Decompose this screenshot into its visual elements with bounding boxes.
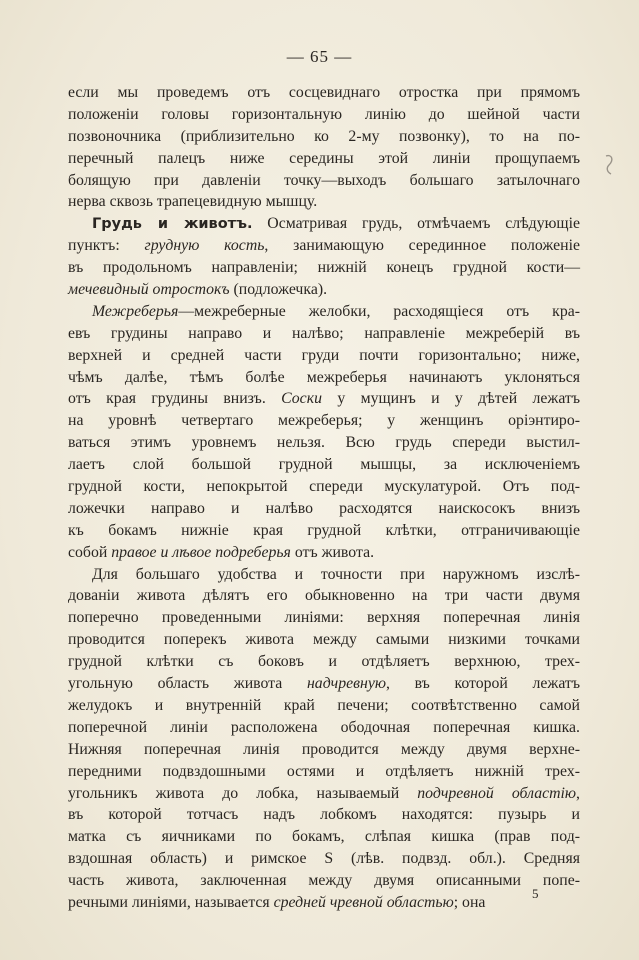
text-line <box>68 673 580 695</box>
text-run: часть живота, заключенная между двумя описанными попе- <box>68 872 580 890</box>
text-line <box>68 410 580 432</box>
text-run: грудной клѣтки съ боковъ и отдѣляетъ верхнюю, трех- <box>68 653 580 671</box>
text-run: угольную область живота <box>68 675 307 693</box>
text-line <box>68 345 580 367</box>
text-line <box>68 388 580 410</box>
text-run: Для большаго удобства и точности при наружномъ изслѣ- <box>92 565 580 583</box>
text-line <box>68 148 580 170</box>
text-run: собой <box>68 543 112 561</box>
signature-mark: 5 <box>532 886 539 901</box>
text-line <box>68 629 580 651</box>
emphasized-term: мечевидный отростокъ <box>68 281 230 299</box>
text-line <box>68 695 580 717</box>
text-line <box>68 279 580 301</box>
text-line <box>68 498 580 520</box>
text-run: грудной кости, непокрытой спереди мускулатурой. Отъ под- <box>68 478 580 496</box>
text-run: отъ живота. <box>290 543 375 561</box>
text-run: евъ грудины направо и налѣво; направленіе межреберій въ <box>68 324 580 342</box>
text-line <box>68 826 580 848</box>
text-run: ваться этимъ уровнемъ нельзя. Всю грудь спереди выстил- <box>68 434 580 452</box>
emphasized-term: подчревной областію <box>417 784 577 802</box>
text-line <box>68 432 580 454</box>
text-line <box>68 367 580 389</box>
text-run: позвоночника (приблизительно ко 2-му позвонку), то на по- <box>68 127 580 145</box>
text-line <box>68 783 580 805</box>
text-line <box>68 804 580 826</box>
text-line <box>68 82 580 104</box>
text-run: вздошная область) и римское S (лѣв. подвзд. обл.). Средняя <box>68 850 580 868</box>
margin-pencil-mark <box>602 152 616 178</box>
emphasized-term: грудную кость <box>144 237 265 255</box>
text-line <box>68 564 580 586</box>
text-run: , въ которой лежатъ <box>385 675 580 693</box>
text-run: въ продольномъ направленіи; нижній конецъ грудной кости— <box>68 259 580 277</box>
text-run: положеніи головы горизонтальную линію до шейной части <box>68 105 580 123</box>
text-run: болящую при давленіи точку—выходъ большаго затылочнаго <box>68 171 580 189</box>
text-run: проводится поперекъ живота между самыми низкими точками <box>68 631 580 649</box>
text-run: дованіи живота дѣлятъ его обыкновенно на три части двумя <box>68 587 580 605</box>
text-run: если мы проведемъ отъ сосцевиднаго отростка при прямомъ <box>68 84 580 101</box>
emphasized-term: надчревную <box>306 675 386 693</box>
text-run: въ которой тотчасъ надъ лобкомъ находятся: пузырь и <box>68 806 580 824</box>
text-run: отъ края грудины внизъ. <box>68 390 282 408</box>
text-line <box>68 585 580 607</box>
section-heading: Грудь и животъ. <box>92 216 253 233</box>
text-line <box>68 476 580 498</box>
text-line <box>68 126 580 148</box>
text-line <box>68 651 580 673</box>
text-line <box>68 542 580 564</box>
text-run: Осматривая грудь, отмѣчаемъ слѣдующіе <box>252 215 580 233</box>
text-run: —межреберные желобки, расходящіеся отъ кра- <box>178 302 580 320</box>
text-line <box>68 301 580 323</box>
text-run: передними подвздошными остями и отдѣляетъ нижній трех- <box>68 762 580 780</box>
text-run: ; она <box>453 893 486 911</box>
text-line <box>68 520 580 542</box>
text-line <box>68 454 580 476</box>
text-line <box>68 717 580 739</box>
text-run: на уровнѣ четвертаго межреберья; у женщинъ оріэнтиро- <box>68 412 580 430</box>
text-run: , занимающую серединное положеніе <box>264 237 580 255</box>
text-run: чѣмъ далѣе, тѣмъ болѣе межреберья начинаютъ уклоняться <box>68 368 580 386</box>
text-run: угольникъ живота до лобка, называемый <box>68 784 418 802</box>
text-line <box>68 607 580 629</box>
text-run: пунктъ: <box>68 237 145 255</box>
emphasized-term: Соски <box>281 390 322 408</box>
text-line <box>68 739 580 761</box>
text-run: поперечно проведенными линіями: верхняя поперечная линія <box>68 609 580 627</box>
body-text <box>68 82 580 914</box>
text-line <box>68 323 580 345</box>
text-run: речными линіями, называется <box>68 893 274 911</box>
text-line <box>68 761 580 783</box>
text-line <box>68 104 580 126</box>
text-run: поперечной линіи расположена ободочная поперечная кишка. <box>68 718 580 736</box>
text-run: нерва сквозь трапецевидную мышцу. <box>68 193 318 211</box>
text-line <box>68 213 580 235</box>
text-line <box>68 170 580 192</box>
text-run: желудокъ и внутренній край печени; соотвѣтственно самой <box>68 696 580 714</box>
text-run: ложечки направо и налѣво расходятся наискосокъ внизъ <box>68 499 580 517</box>
emphasized-term: Межреберья <box>92 302 179 320</box>
text-run: лаетъ слой большой грудной мышцы, за исключеніемъ <box>68 456 580 474</box>
text-line <box>68 848 580 870</box>
text-run: матка съ яичниками по бокамъ, слѣпая кишка (прав под- <box>68 828 580 846</box>
text-line <box>68 892 580 914</box>
page-number: — 65 — <box>286 47 353 66</box>
text-run: у мущинъ и у дѣтей лежатъ <box>321 390 580 408</box>
emphasized-term: средней чревной областью <box>273 893 454 911</box>
text-line <box>68 191 580 213</box>
emphasized-term: правое и лѣвое подреберья <box>111 543 291 561</box>
text-run: Нижняя поперечная линія проводится между двумя верхне- <box>68 740 580 758</box>
text-line <box>68 257 580 279</box>
text-run: перечный палецъ ниже середины этой линіи прощупаемъ <box>68 149 580 167</box>
text-run: , <box>576 784 580 802</box>
text-run: (подложечка). <box>229 281 328 299</box>
text-line <box>68 870 580 892</box>
text-run: верхней и средней части груди почти горизонтально; ниже, <box>68 346 580 364</box>
text-line <box>68 235 580 257</box>
text-run: къ бокамъ нижніе края грудной клѣтки, отграничивающіе <box>68 521 580 539</box>
